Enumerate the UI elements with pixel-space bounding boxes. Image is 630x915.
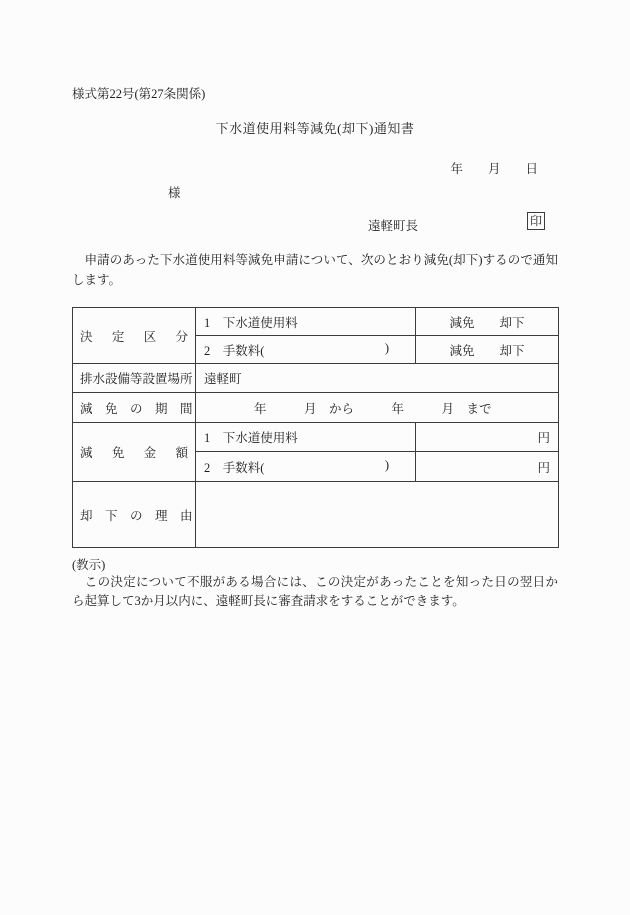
reason-value-cell	[196, 482, 559, 548]
form-number: 様式第22号(第27条関係)	[72, 87, 206, 101]
amount-item2-unit: 円	[537, 460, 550, 475]
notice-heading: (教示)	[72, 558, 106, 572]
table-row-location	[73, 364, 559, 393]
body-paragraph: 申請のあった下水道使用料等減免申請について、次のとおり減免(却下)するので通知します。	[72, 253, 558, 287]
decision-item1-cell	[196, 308, 416, 336]
location-value: 遠軽町	[204, 372, 242, 386]
decision-item2-paren-close: )	[384, 340, 389, 355]
amount-item2-label: 2 手数料(	[204, 460, 265, 475]
amount-item1-unit-cell	[416, 423, 559, 452]
amount-item1-unit: 円	[537, 431, 550, 445]
issuer-name: 遠軽町長	[368, 219, 419, 233]
page-title: 下水道使用料等減免(却下)通知書	[215, 121, 415, 136]
amount-item2-cell	[196, 452, 416, 482]
table-row-period	[73, 393, 559, 423]
amount-header	[73, 423, 196, 482]
decision-category-label: 決 定 区 分	[80, 329, 188, 344]
decision-item2-label: 2 手数料(	[204, 343, 265, 358]
reason-label: 却 下 の 理 由	[80, 508, 193, 523]
location-header	[73, 364, 196, 393]
decision-item1-result: 減免 却下	[449, 315, 525, 330]
table-row-reason	[73, 482, 559, 548]
period-header	[73, 393, 196, 423]
decision-category-header	[73, 308, 196, 364]
period-label: 減 免 の 期 間	[80, 401, 193, 416]
decision-item1-label: 1 下水道使用料	[204, 315, 298, 330]
table-row-decision-1	[73, 308, 559, 336]
decision-item2-cell	[196, 336, 416, 364]
addressee-suffix: 様	[168, 186, 181, 200]
amount-item1-cell	[196, 423, 416, 452]
amount-item2-unit-cell	[416, 452, 559, 482]
decision-table	[72, 307, 559, 548]
decision-item2-result: 減免 却下	[449, 343, 525, 358]
amount-label: 減 免 金 額	[80, 446, 188, 460]
table-row-amount-1	[73, 423, 559, 452]
date-line: 年 月 日	[450, 162, 538, 176]
notice-paragraph: この決定について不服がある場合には、この決定があったことを知った日の翌日から起算して3か月以内に、遠軽町長に審査請求をすることができます。	[72, 575, 558, 608]
decision-item2-result-cell	[416, 336, 559, 364]
location-value-cell	[196, 364, 559, 393]
decision-item1-result-cell	[416, 308, 559, 336]
amount-item1-label: 1 下水道使用料	[204, 431, 298, 445]
location-label: 排水設備等設置場所	[80, 372, 193, 386]
reason-header	[73, 482, 196, 548]
period-value-cell	[196, 393, 559, 423]
seal-stamp: 印	[527, 212, 545, 230]
amount-item2-paren-close: )	[384, 457, 389, 472]
period-value: 年 月 から 年 月 まで	[204, 401, 492, 416]
